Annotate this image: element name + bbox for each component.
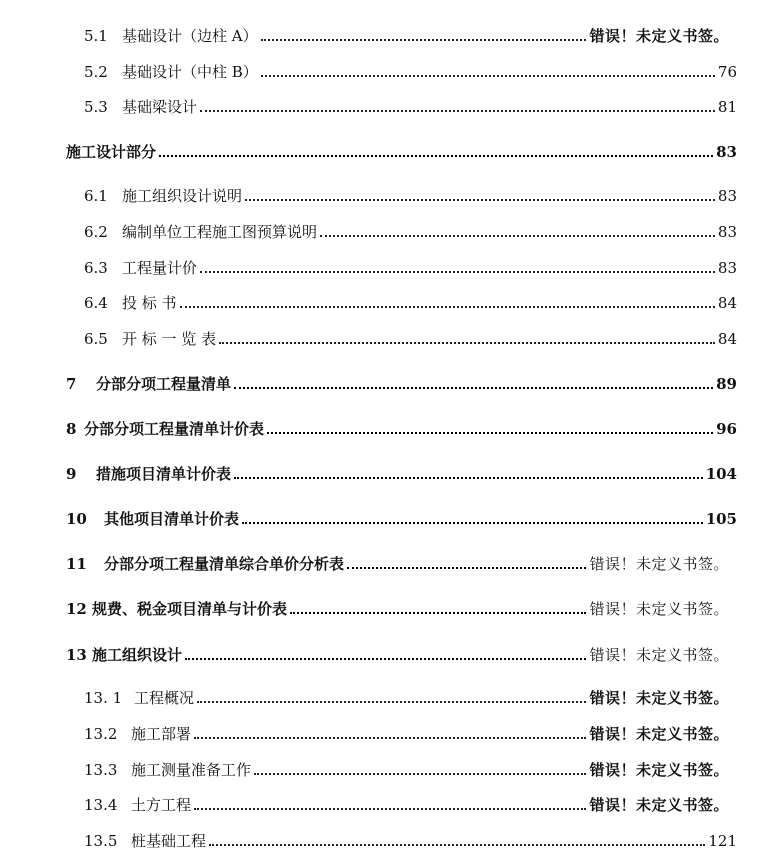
- toc-entry-label: 5.1 基础设计（边柱 A）: [84, 27, 258, 45]
- toc-leader-dots: [209, 843, 705, 846]
- toc-leader-dots: [219, 341, 715, 344]
- toc-page-ref: 错误！未定义书签。: [589, 796, 729, 814]
- toc-entry[interactable]: [84, 187, 737, 205]
- toc-entry-label: 6.3 工程量计价: [84, 259, 198, 277]
- toc-leader-dots: [254, 772, 586, 775]
- toc-leader-dots: [245, 198, 715, 201]
- toc-entry-label: 13.5 桩基础工程: [84, 832, 207, 850]
- toc-entry-label: 13.3 施工测量准备工作: [84, 761, 252, 779]
- toc-entry[interactable]: [66, 143, 737, 161]
- toc-entry-label: 11 分部分项工程量清单综合单价分析表: [66, 555, 345, 573]
- toc-entry-label: 12 规费、税金项目清单与计价表: [66, 600, 288, 618]
- toc-entry[interactable]: [84, 725, 729, 743]
- toc-entry[interactable]: [84, 796, 729, 814]
- toc-page-number: 83: [717, 187, 737, 205]
- toc-page-number: 104: [705, 465, 737, 483]
- toc-entry[interactable]: [84, 330, 737, 348]
- toc-entry-label: 10 其他项目清单计价表: [66, 510, 240, 528]
- toc-entry[interactable]: [66, 465, 737, 483]
- toc-page-number: 84: [717, 330, 737, 348]
- toc-entry-label: 6.5 开 标 一 览 表: [84, 330, 217, 348]
- toc-entry-label: 8 分部分项工程量清单计价表: [66, 420, 265, 438]
- toc-leader-dots: [194, 807, 586, 810]
- toc-page-ref: 错误！未定义书签。: [589, 646, 729, 664]
- toc-page-number: 96: [716, 420, 737, 438]
- toc-leader-dots: [261, 38, 587, 41]
- toc-leader-dots: [347, 566, 586, 569]
- toc-page-number: 83: [717, 223, 737, 241]
- toc-leader-dots: [194, 736, 586, 739]
- toc-page-ref: 错误！未定义书签。: [589, 600, 729, 618]
- toc-page-number: 89: [716, 375, 737, 393]
- toc-entry[interactable]: [66, 555, 729, 573]
- toc-entry[interactable]: [84, 761, 729, 779]
- toc-entry-label: 5.3 基础梁设计: [84, 98, 198, 116]
- toc-page-number: 76: [717, 63, 737, 81]
- toc-entry[interactable]: [66, 420, 737, 438]
- toc-leader-dots: [242, 521, 703, 524]
- toc-leader-dots: [180, 305, 715, 308]
- toc-leader-dots: [185, 657, 586, 660]
- toc-entry-label: 9 措施项目清单计价表: [66, 465, 232, 483]
- toc-entry-label: 6.2 编制单位工程施工图预算说明: [84, 223, 318, 241]
- toc-entry[interactable]: [84, 98, 737, 116]
- toc-page-number: 84: [717, 294, 737, 312]
- toc-entry-label: 5.2 基础设计（中柱 B）: [84, 63, 258, 81]
- toc-page-number: 81: [717, 98, 737, 116]
- toc-page-number: 105: [705, 510, 737, 528]
- toc-entry[interactable]: [84, 294, 737, 312]
- toc-page-number: 83: [717, 259, 737, 277]
- toc-entry[interactable]: [66, 375, 737, 393]
- toc-entry[interactable]: [84, 223, 737, 241]
- toc-page-ref: 错误！未定义书签。: [589, 27, 729, 45]
- toc-leader-dots: [320, 234, 715, 237]
- toc-leader-dots: [234, 386, 713, 389]
- toc-leader-dots: [200, 270, 715, 273]
- toc-page-number: 121: [708, 832, 737, 850]
- toc-page-ref: 错误！未定义书签。: [589, 761, 729, 779]
- toc-entry[interactable]: [66, 510, 737, 528]
- toc-entry-label: 6.4 投 标 书: [84, 294, 177, 312]
- toc-entry[interactable]: [66, 600, 729, 618]
- toc-entry-label: 13 施工组织设计: [66, 646, 183, 664]
- toc-entry[interactable]: [84, 689, 729, 707]
- toc-entry[interactable]: [84, 27, 729, 45]
- toc-entry[interactable]: [84, 259, 737, 277]
- toc-entry-label: 13.4 土方工程: [84, 796, 192, 814]
- toc-entry-label: 施工设计部分: [66, 143, 157, 161]
- toc-page-ref: 错误！未定义书签。: [589, 689, 729, 707]
- toc-page-ref: 错误！未定义书签。: [589, 555, 729, 573]
- toc-entry-label: 13.2 施工部署: [84, 725, 192, 743]
- toc-entry[interactable]: [84, 832, 737, 850]
- toc-leader-dots: [197, 700, 586, 703]
- toc-leader-dots: [234, 476, 703, 479]
- toc-leader-dots: [261, 74, 715, 77]
- toc-entry-label: 7 分部分项工程量清单: [66, 375, 232, 393]
- toc-leader-dots: [267, 431, 713, 434]
- toc-page-number: 83: [716, 143, 737, 161]
- toc-entry-label: 13. 1 工程概况: [84, 689, 195, 707]
- toc-leader-dots: [290, 611, 586, 614]
- toc-leader-dots: [159, 154, 713, 157]
- toc-page-ref: 错误！未定义书签。: [589, 725, 729, 743]
- toc-leader-dots: [200, 109, 715, 112]
- toc-entry[interactable]: [66, 646, 729, 664]
- toc-entry-label: 6.1 施工组织设计说明: [84, 187, 243, 205]
- toc-entry[interactable]: [84, 63, 737, 81]
